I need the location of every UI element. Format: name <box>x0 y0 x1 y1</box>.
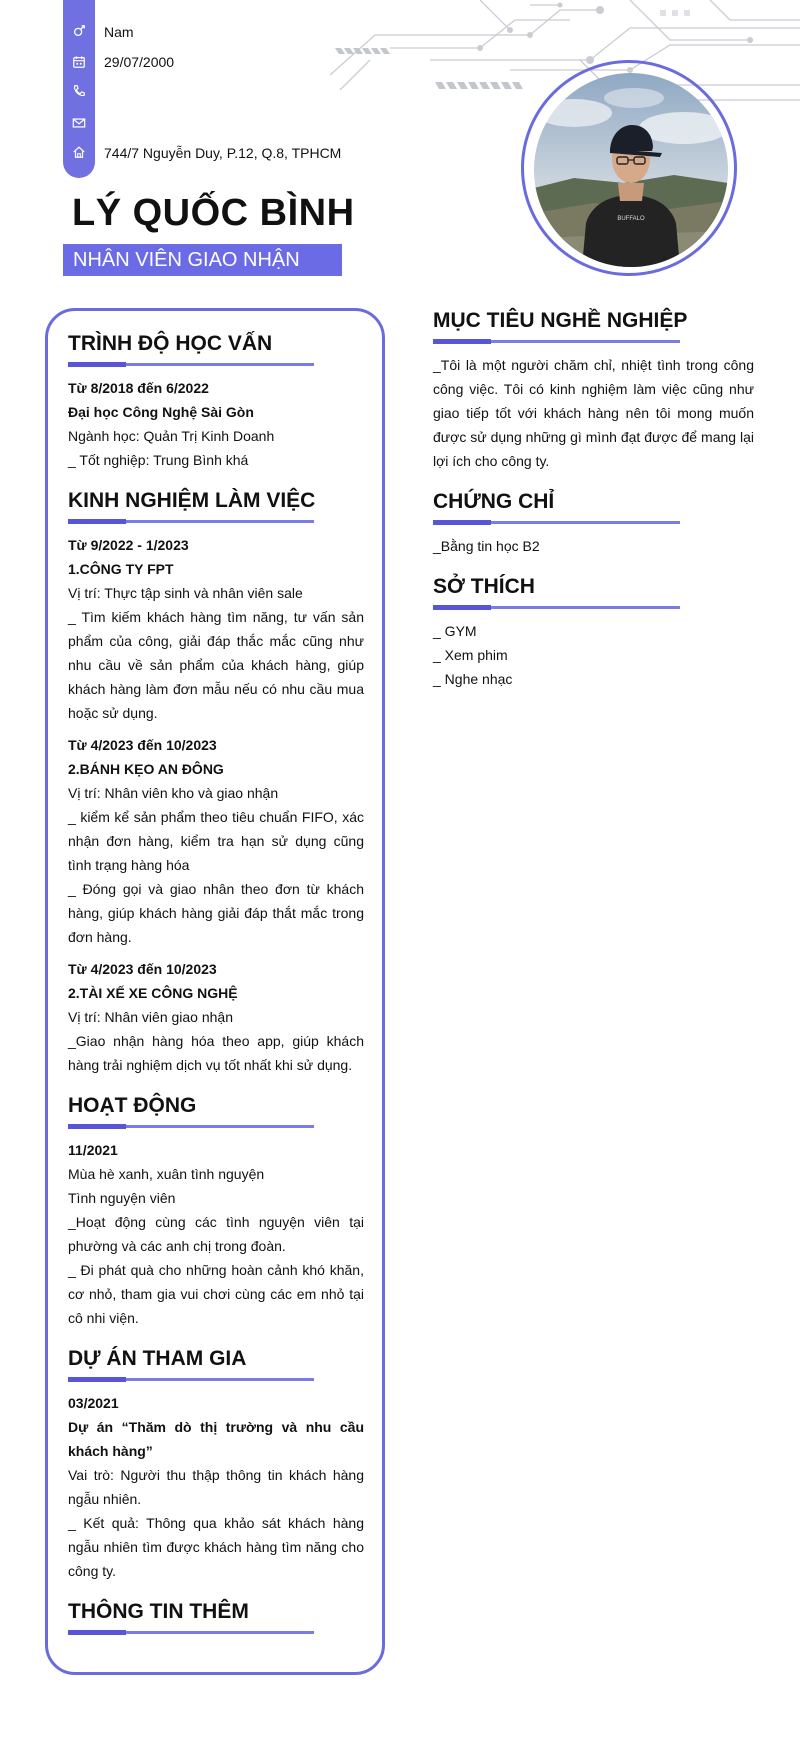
section-underline <box>433 606 680 609</box>
job-company: 2.BÁNH KẸO AN ĐÔNG <box>68 761 224 777</box>
activity-role: Tình nguyện viên <box>68 1190 176 1206</box>
activity-detail: _ Đi phát quà cho những hoàn cảnh khó khăn, cơ nhỏ, tham gia vui chơi cùng các em nhỏ tại cô nhi viện. <box>68 1262 364 1326</box>
job-detail: _ kiểm kể sản phẩm theo tiêu chuẩn FIFO, xác nhận đơn hàng, kiểm tra hạn sử dụng cũng tình trạng hàng hóa <box>68 809 364 873</box>
section-title: CHỨNG CHỈ <box>433 490 555 513</box>
profile-photo <box>534 73 728 267</box>
education-section <box>68 331 364 472</box>
education-major: Ngành học: Quản Trị Kinh Doanh <box>68 428 275 444</box>
mail-icon <box>72 116 86 130</box>
contact-birthday: 29/07/2000 <box>104 54 175 70</box>
section-title: TRÌNH ĐỘ HỌC VẤN <box>68 332 273 355</box>
job-detail: _Giao nhận hàng hóa theo app, giúp khách hàng trải nghiệm dịch vụ tốt nhất khi sử dụng. <box>68 1033 364 1073</box>
activity-name: Mùa hè xanh, xuân tình nguyện <box>68 1166 265 1182</box>
education-period: Từ 8/2018 đến 6/2022 <box>68 380 209 396</box>
hobby-item: _ Xem phim <box>433 647 508 663</box>
section-title: DỰ ÁN THAM GIA <box>68 1347 247 1370</box>
contact-gender: Nam <box>104 24 134 40</box>
section-underline <box>433 521 680 524</box>
job-position: Vị trí: Nhân viên giao nhận <box>68 1009 233 1025</box>
job-company: 2.TÀI XẾ XE CÔNG NGHỆ <box>68 985 238 1001</box>
activity-date: 11/2021 <box>68 1142 118 1158</box>
section-title: SỞ THÍCH <box>433 575 535 598</box>
job-detail: _ Đóng gọi và giao nhân theo đơn từ khách hàng, giúp khách hàng giải đáp thắt mắc trong đơn hàng. <box>68 881 364 945</box>
section-title: MỤC TIÊU NGHỀ NGHIỆP <box>433 309 688 332</box>
job-detail: _ Tìm kiếm khách hàng tìm năng, tư vấn sản phẩm của công, giải đáp thắc mắc cũng như nhu cầu về sản phẩm của khách hàng, giúp khách hàng làm đơn mẫu nếu có nhu cầu mua hoặc sử dụng. <box>68 609 364 721</box>
project-date: 03/2021 <box>68 1395 119 1411</box>
right-column <box>433 308 754 691</box>
section-underline <box>68 363 314 366</box>
job-entry <box>68 733 364 949</box>
section-underline <box>68 1125 314 1128</box>
experience-section <box>68 488 364 1077</box>
contact-sidebar <box>63 0 95 178</box>
job-title: NHÂN VIÊN GIAO NHẬN <box>63 244 342 276</box>
projects-section <box>68 1346 364 1583</box>
activity-detail: _Hoạt động cùng các tình nguyện viên tại phường và các anh chị trong đoàn. <box>68 1214 364 1254</box>
phone-icon <box>72 84 86 98</box>
education-school: Đại học Công Nghệ Sài Gòn <box>68 404 254 420</box>
job-entry <box>68 957 364 1077</box>
hobbies-section <box>433 574 754 691</box>
certificates-section <box>433 489 754 558</box>
full-name: LÝ QUỐC BÌNH <box>72 192 355 234</box>
job-position: Vị trí: Thực tập sinh và nhân viên sale <box>68 585 303 601</box>
section-underline <box>433 340 680 343</box>
contact-address: 744/7 Nguyễn Duy, P.12, Q.8, TPHCM <box>104 145 342 161</box>
hobby-item: _ GYM <box>433 623 477 639</box>
section-title: KINH NGHIỆM LÀM VIỆC <box>68 489 316 512</box>
job-period: Từ 4/2023 đến 10/2023 <box>68 961 217 977</box>
left-column <box>68 331 364 1644</box>
shirt-print: BUFFALO <box>617 216 645 222</box>
job-company: 1.CÔNG TY FPT <box>68 561 174 577</box>
section-underline <box>68 520 314 523</box>
project-result: _ Kết quả: Thông qua khảo sát khách hàng ngẫu nhiên tìm được khách hàng tìm năng cho công ty. <box>68 1515 364 1579</box>
home-icon <box>72 145 86 159</box>
section-title: HOẠT ĐỘNG <box>68 1094 197 1117</box>
project-name: Dự án “Thăm dò thị trường và nhu cầu khách hàng” <box>68 1419 364 1459</box>
certificate-item: _Bằng tin học B2 <box>433 538 540 554</box>
section-title: THÔNG TIN THÊM <box>68 1600 249 1623</box>
job-position: Vị trí: Nhân viên kho và giao nhận <box>68 785 279 801</box>
job-entry <box>68 533 364 725</box>
job-period: Từ 4/2023 đến 10/2023 <box>68 737 217 753</box>
calendar-icon <box>72 55 86 69</box>
activities-section <box>68 1093 364 1330</box>
hobby-item: _ Nghe nhạc <box>433 671 513 687</box>
objective-text: _Tôi là một người chăm chỉ, nhiệt tình trong công công việc. Tôi có kinh nghiệm làm việc cũng như giao tiếp tốt với khách hàng nên tôi mong muốn được sử dụng những gì mình đạt được để mang lại lợi ích cho công ty. <box>433 357 754 469</box>
job-period: Từ 9/2022 - 1/2023 <box>68 537 189 553</box>
more-info-section <box>68 1599 364 1634</box>
gender-icon <box>72 24 86 38</box>
section-underline <box>68 1378 314 1381</box>
education-grade: _ Tốt nghiệp: Trung Bình khá <box>68 452 249 468</box>
section-underline <box>68 1631 314 1634</box>
project-role: Vai trò: Người thu thập thông tin khách hàng ngẫu nhiên. <box>68 1467 364 1507</box>
objective-section <box>433 308 754 473</box>
